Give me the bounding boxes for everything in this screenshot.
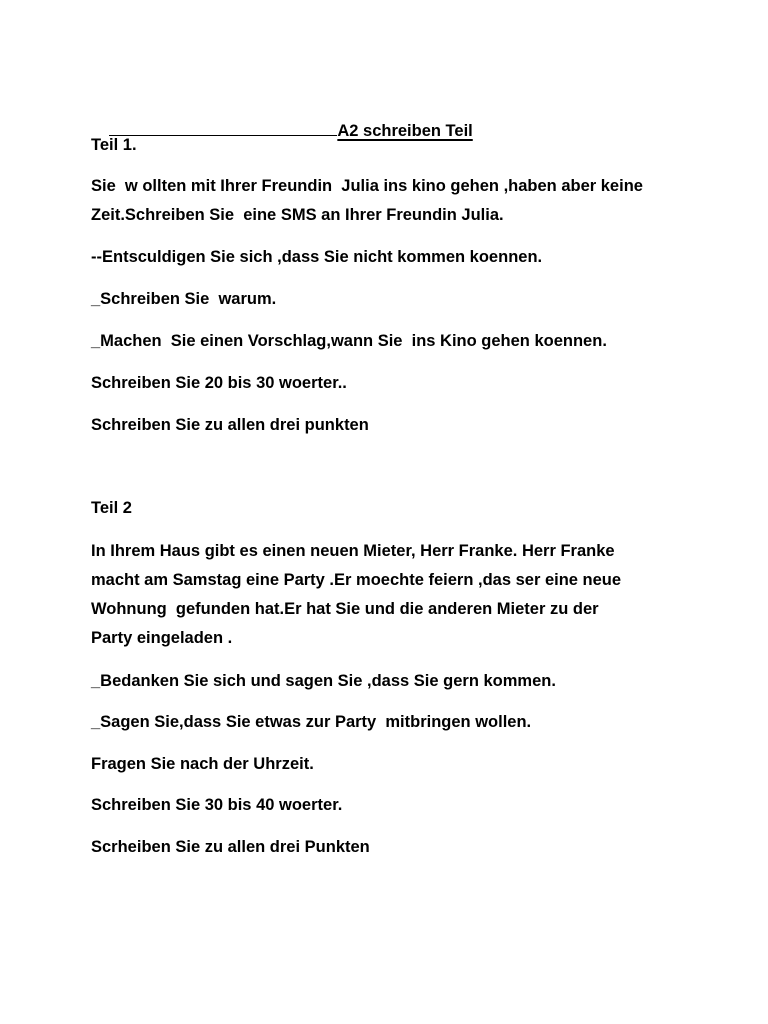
teil1-heading: Teil 1. (91, 136, 137, 154)
teil1-intro (91, 172, 671, 230)
teil1-instruction: Schreiben Sie zu allen drei punkten (91, 416, 369, 434)
teil2-intro (91, 537, 671, 653)
teil2-point-2: _Sagen Sie,dass Sie etwas zur Party mitbringen wollen. (91, 713, 532, 731)
teil2-point-3: Fragen Sie nach der Uhrzeit. (91, 755, 314, 773)
teil2-word-count: Schreiben Sie 30 bis 40 woerter. (91, 796, 343, 814)
teil1-point-3: _Machen Sie einen Vorschlag,wann Sie ins Kino gehen koennen. (91, 332, 607, 350)
teil1-word-count: Schreiben Sie 20 bis 30 woerter.. (91, 374, 347, 392)
title-underline-rule (109, 117, 337, 136)
document-title (91, 88, 473, 175)
teil2-intro-line: Party eingeladen . (91, 629, 233, 647)
teil1-point-1: --Entsculdigen Sie sich ,dass Sie nicht kommen koennen. (91, 248, 543, 266)
teil1-intro-line: Sie w ollten mit Ihrer Freundin Julia ins kino gehen ,haben aber keine (91, 177, 643, 195)
teil2-intro-line: macht am Samstag eine Party .Er moechte feiern ,das ser eine neue (91, 571, 622, 589)
teil2-intro-line: In Ihrem Haus gibt es einen neuen Mieter, Herr Franke. Herr Franke (91, 542, 615, 560)
teil2-instruction: Scrheiben Sie zu allen drei Punkten (91, 838, 370, 856)
teil2-intro-line: Wohnung gefunden hat.Er hat Sie und die anderen Mieter zu der (91, 600, 599, 618)
title-text: A2 schreiben Teil (337, 122, 473, 140)
teil2-heading: Teil 2 (91, 499, 132, 517)
teil1-intro-line: Zeit.Schreiben Sie eine SMS an Ihrer Freundin Julia. (91, 206, 504, 224)
teil1-point-2: _Schreiben Sie warum. (91, 290, 277, 308)
teil2-point-1: _Bedanken Sie sich und sagen Sie ,dass Sie gern kommen. (91, 672, 556, 690)
